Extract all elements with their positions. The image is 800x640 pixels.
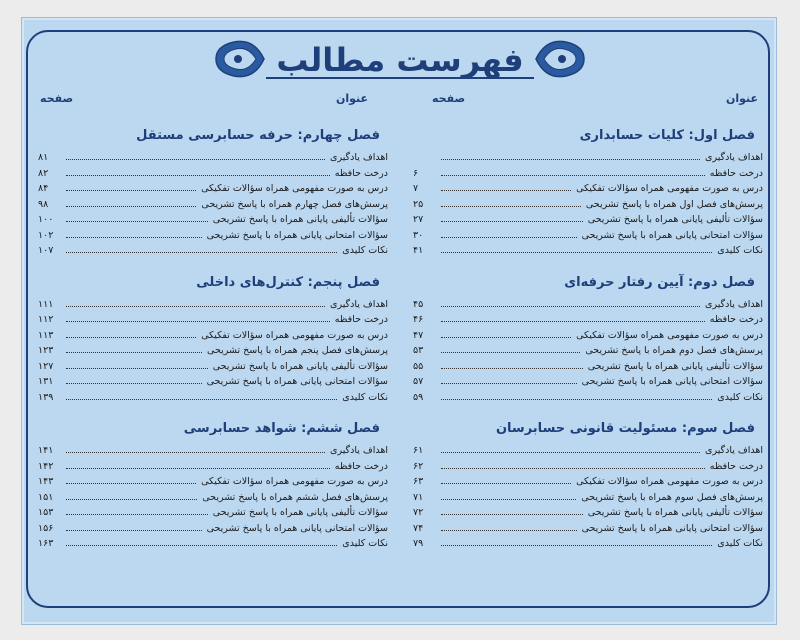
toc-entry-label: سؤالات امتحانی پایانی همراه با پاسخ تشریحی [581, 376, 763, 387]
dot-leader [441, 522, 577, 531]
toc-entry-page: ۴۷ [413, 329, 424, 341]
dot-leader [66, 198, 196, 207]
toc-entry[interactable] [38, 459, 388, 475]
toc-entry-label: درس به صورت مفهومی همراه سؤالات تفکیکی [201, 183, 388, 194]
toc-entry[interactable] [413, 212, 763, 228]
toc-entry[interactable] [38, 212, 388, 228]
toc-entry-page: ۱۲۳ [38, 345, 54, 356]
toc-entry-label: درخت حافظه [334, 314, 388, 325]
toc-entry-label: اهداف یادگیری [705, 298, 763, 310]
dot-leader [441, 475, 571, 484]
toc-entry-label: نکات کلیدی [717, 538, 763, 549]
chapter-title[interactable]: فصل دوم: آیین رفتار حرفه‌ای [564, 274, 755, 290]
toc-entry-page: ۸۲ [38, 167, 49, 179]
dot-leader [441, 344, 580, 353]
dot-leader [66, 213, 208, 222]
toc-entry[interactable] [413, 197, 763, 213]
dot-leader [441, 313, 705, 322]
toc-entry[interactable] [38, 536, 388, 552]
toc-entry[interactable] [38, 374, 388, 390]
toc-entry[interactable] [413, 166, 763, 182]
toc-entry-label: پرسش‌های فصل سوم همراه با پاسخ تشریحی [581, 491, 763, 503]
dot-leader [441, 329, 571, 338]
toc-entry-label: سؤالات امتحانی پایانی همراه با پاسخ تشریحی [206, 522, 388, 534]
toc-entry-page: ۱۰۲ [38, 229, 54, 241]
toc-entry-label: سؤالات تألیفی پایانی همراه با پاسخ تشریحی [587, 214, 763, 225]
toc-entry-label: اهداف یادگیری [705, 445, 763, 456]
chapter-block [38, 273, 388, 406]
toc-entry[interactable] [38, 505, 388, 521]
page-title: فهرست مطالب [276, 41, 524, 79]
dot-leader [441, 151, 700, 160]
toc-entry-page: ۱۵۱ [38, 491, 54, 503]
toc-entry-label: اهداف یادگیری [330, 445, 388, 456]
toc-entry-page: ۱۳۱ [38, 376, 54, 387]
toc-entry[interactable] [413, 150, 763, 166]
toc-entry-label: نکات کلیدی [717, 391, 763, 403]
dot-leader [441, 213, 583, 222]
dot-leader [441, 491, 576, 500]
toc-left-column [38, 126, 388, 566]
dot-leader [66, 460, 330, 469]
toc-entry-page: ۱۲۷ [38, 360, 54, 372]
toc-entry-label: اهداف یادگیری [330, 298, 388, 310]
toc-entry[interactable] [38, 521, 388, 537]
toc-entry-page: ۱۴۱ [38, 445, 54, 456]
dot-leader [441, 198, 581, 207]
toc-entry-label: درخت حافظه [709, 314, 763, 325]
toc-entry-page: ۵۹ [413, 391, 424, 403]
toc-entry-page: ۱۰۷ [38, 245, 54, 256]
dot-leader [66, 391, 337, 400]
toc-entry-page: ۶۳ [413, 476, 424, 487]
toc-entry-page: ۵۳ [413, 345, 424, 356]
chapter-block [413, 273, 763, 406]
toc-entry-label: درخت حافظه [334, 460, 388, 472]
chapter-title[interactable]: فصل ششم: شواهد حسابرسی [183, 421, 380, 436]
toc-entry[interactable] [413, 328, 763, 344]
dot-leader [66, 167, 330, 176]
toc-entry-page: ۱۴۳ [38, 476, 54, 487]
toc-entry-page: ۱۵۶ [38, 522, 54, 534]
toc-entry[interactable] [38, 312, 388, 328]
dot-leader [441, 229, 577, 238]
toc-entry-page: ۷۲ [413, 507, 424, 518]
toc-entry[interactable] [38, 443, 388, 459]
toc-entry[interactable] [38, 328, 388, 344]
toc-entry-page: ۶ [413, 167, 419, 179]
toc-entry[interactable] [413, 359, 763, 375]
dot-leader [66, 229, 202, 238]
toc-entry-label: سؤالات تألیفی پایانی همراه با پاسخ تشریحی [212, 360, 388, 372]
toc-entry[interactable] [413, 343, 763, 359]
toc-entry-page: ۴۶ [413, 314, 424, 325]
toc-entry-label: سؤالات تألیفی پایانی همراه با پاسخ تشریحی [587, 507, 763, 518]
toc-entry[interactable] [38, 181, 388, 197]
dot-leader [441, 182, 571, 191]
toc-entry-page: ۱۵۳ [38, 507, 54, 518]
toc-entry[interactable] [413, 536, 763, 552]
chapter-block [38, 419, 388, 552]
right-subject-header: عنوان [725, 92, 758, 105]
toc-entry[interactable] [413, 228, 763, 244]
chapter-title[interactable]: فصل چهارم: حرفه حسابرسی مستقل [136, 128, 380, 143]
toc-entry[interactable] [38, 490, 388, 506]
dot-leader [66, 475, 196, 484]
toc-entry-page: ۱۶۳ [38, 538, 54, 549]
toc-entry-page: ۸۱ [38, 152, 49, 163]
toc-entry[interactable] [38, 243, 388, 259]
left-subject-header: عنوان [335, 92, 368, 105]
toc-entry-label: پرسش‌های فصل ششم همراه با پاسخ تشریحی [202, 491, 388, 503]
toc-entry-page: ۱۱۲ [38, 314, 54, 325]
toc-entry-page: ۶۱ [413, 445, 424, 456]
chapter-block [413, 126, 763, 259]
toc-right-column [413, 126, 763, 566]
dot-leader [66, 506, 208, 515]
dot-leader [66, 491, 197, 500]
ornament-right-icon [532, 34, 588, 84]
chapter-block [413, 419, 763, 552]
dot-leader [66, 151, 325, 160]
toc-entry-label: سؤالات تألیفی پایانی همراه با پاسخ تشریحی [212, 214, 388, 225]
toc-entry-label: اهداف یادگیری [330, 152, 388, 163]
toc-entry[interactable] [413, 490, 763, 506]
dot-leader [66, 444, 325, 453]
toc-entry-page: ۴۵ [413, 298, 424, 310]
toc-entry[interactable] [38, 297, 388, 313]
toc-entry-label: سؤالات امتحانی پایانی همراه با پاسخ تشریحی [581, 229, 763, 241]
toc-entry-label: نکات کلیدی [342, 538, 388, 549]
dot-leader [66, 182, 196, 191]
ornament-left-icon [212, 34, 268, 84]
dot-leader [66, 344, 202, 353]
toc-entry-page: ۱۴۲ [38, 460, 54, 472]
toc-entry[interactable] [413, 505, 763, 521]
toc-entry-label: درس به صورت مفهومی همراه سؤالات تفکیکی [576, 476, 763, 487]
dot-leader [441, 506, 583, 515]
toc-entry-label: سؤالات امتحانی پایانی همراه با پاسخ تشریحی [581, 522, 763, 534]
toc-entry-label: درس به صورت مفهومی همراه سؤالات تفکیکی [576, 183, 763, 194]
toc-entry-label: درخت حافظه [709, 460, 763, 472]
toc-entry[interactable] [413, 243, 763, 259]
toc-entry-page: ۱۱۳ [38, 329, 54, 341]
toc-entry-page: ۸۴ [38, 183, 49, 194]
chapter-title[interactable]: فصل اول: کلیات حسابداری [579, 128, 755, 143]
dot-leader [441, 244, 712, 253]
toc-entry-page: ۶۲ [413, 460, 424, 472]
toc-entry-label: اهداف یادگیری [705, 152, 763, 163]
toc-entry[interactable] [413, 374, 763, 390]
toc-entry-page: ۳۰ [413, 229, 424, 241]
toc-entry-label: درس به صورت مفهومی همراه سؤالات تفکیکی [201, 476, 388, 487]
toc-entry-page: ۲۵ [413, 198, 424, 210]
toc-entry-page: ۵۵ [413, 360, 424, 372]
dot-leader [66, 537, 337, 546]
toc-entry[interactable] [38, 150, 388, 166]
toc-entry-page: ۱۳۹ [38, 391, 54, 403]
dot-leader [441, 167, 705, 176]
toc-entry[interactable] [413, 459, 763, 475]
dot-leader [66, 375, 202, 384]
toc-entry-label: نکات کلیدی [342, 391, 388, 403]
dot-leader [441, 298, 700, 307]
toc-entry[interactable] [413, 181, 763, 197]
toc-entry[interactable] [413, 390, 763, 406]
toc-entry-page: ۱۰۰ [38, 214, 54, 225]
toc-entry-label: سؤالات تألیفی پایانی همراه با پاسخ تشریحی [587, 360, 763, 372]
toc-entry-page: ۷۱ [413, 491, 424, 503]
dot-leader [66, 313, 330, 322]
chapter-block [38, 126, 388, 259]
chapter-title[interactable]: فصل سوم: مسئولیت قانونی حسابرسان [495, 421, 755, 436]
chapter-title[interactable]: فصل پنجم: کنترل‌های داخلی [196, 274, 380, 290]
dot-leader [66, 244, 337, 253]
toc-entry[interactable] [413, 312, 763, 328]
toc-entry-page: ۷۹ [413, 538, 424, 549]
toc-entry-label: پرسش‌های فصل اول همراه با پاسخ تشریحی [585, 198, 763, 210]
toc-entry-page: ۵۷ [413, 376, 424, 387]
toc-entry[interactable] [413, 443, 763, 459]
toc-entry-label: سؤالات امتحانی پایانی همراه با پاسخ تشریحی [206, 229, 388, 241]
toc-entry[interactable] [413, 521, 763, 537]
dot-leader [66, 360, 208, 369]
toc-entry[interactable] [38, 343, 388, 359]
toc-entry[interactable] [38, 474, 388, 490]
toc-entry-page: ۲۷ [413, 214, 424, 225]
toc-entry-page: ۷۴ [413, 522, 424, 534]
toc-entry-label: درس به صورت مفهومی همراه سؤالات تفکیکی [576, 329, 763, 341]
dot-leader [66, 298, 325, 307]
dot-leader [441, 375, 577, 384]
toc-entry[interactable] [38, 359, 388, 375]
toc-entry-label: پرسش‌های فصل دوم همراه با پاسخ تشریحی [585, 345, 763, 356]
toc-entry-label: سؤالات امتحانی پایانی همراه با پاسخ تشریحی [206, 376, 388, 387]
toc-entry[interactable] [38, 197, 388, 213]
toc-entry[interactable] [38, 390, 388, 406]
right-page-header: صفحه [432, 92, 466, 105]
toc-entry-label: پرسش‌های فصل پنجم همراه با پاسخ تشریحی [207, 345, 388, 356]
toc-entry-page: ۷ [413, 183, 419, 194]
dot-leader [441, 537, 712, 546]
toc-entry-page: ۴۱ [413, 245, 424, 256]
dot-leader [441, 460, 705, 469]
toc-entry[interactable] [413, 474, 763, 490]
toc-entry-label: نکات کلیدی [342, 245, 388, 256]
dot-leader [441, 360, 583, 369]
dot-leader [441, 391, 712, 400]
toc-entry-label: پرسش‌های فصل چهارم همراه با پاسخ تشریحی [201, 198, 388, 210]
toc-entry[interactable] [38, 166, 388, 182]
toc-entry[interactable] [413, 297, 763, 313]
dot-leader [66, 522, 202, 531]
toc-entry-label: درخت حافظه [709, 167, 763, 179]
dot-leader [441, 444, 700, 453]
toc-entry-label: درخت حافظه [334, 167, 388, 179]
toc-entry-label: سؤالات تألیفی پایانی همراه با پاسخ تشریحی [212, 507, 388, 518]
toc-entry[interactable] [38, 228, 388, 244]
toc-entry-label: درس به صورت مفهومی همراه سؤالات تفکیکی [201, 329, 388, 341]
toc-entry-page: ۹۸ [38, 198, 49, 210]
toc-entry-label: نکات کلیدی [717, 245, 763, 256]
toc-entry-page: ۱۱۱ [38, 298, 54, 310]
dot-leader [66, 329, 196, 338]
left-page-header: صفحه [40, 92, 74, 105]
